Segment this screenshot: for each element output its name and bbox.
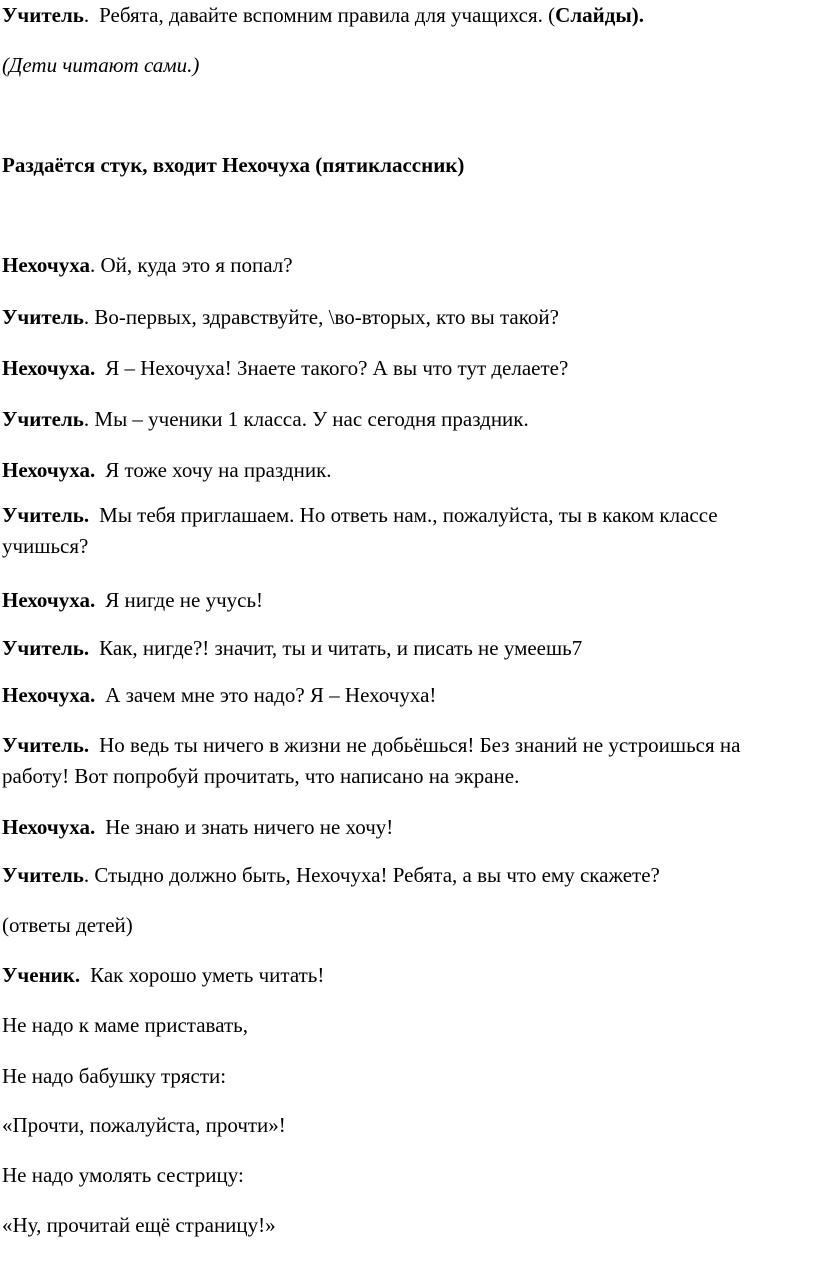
speaker-name: Учитель.	[2, 636, 90, 660]
dialogue-line	[2, 860, 660, 891]
dialogue-text: А зачем мне это надо? Я – Нехочуха!	[105, 683, 437, 707]
poem-line: Не надо к маме приставать,	[2, 1013, 248, 1037]
dialogue-line	[2, 585, 263, 616]
intro-text: Ребята, давайте вспомним правила для учащихся. (	[99, 3, 556, 27]
speaker-name: Нехочуха.	[2, 815, 96, 839]
dialogue-text: . Стыдно должно быть, Нехочуха! Ребята, а вы что ему скажете?	[83, 863, 660, 887]
poem-line: «Ну, прочитай ещё страницу!»	[2, 1213, 276, 1237]
dialogue-text: Я нигде не учусь!	[105, 588, 264, 612]
speaker-name: Учитель.	[2, 503, 90, 527]
pupil-line	[2, 960, 324, 991]
dialogue-text: Я – Нехочуха! Знаете такого? А вы что тут делаете?	[105, 356, 569, 380]
stage-direction: Раздаётся стук, входит Нехочуха (пятиклассник)	[2, 153, 465, 177]
speaker-name: Нехочуха.	[2, 683, 96, 707]
speaker-name: Нехочуха	[2, 253, 90, 277]
stage-note: (Дети читают сами.)	[2, 53, 200, 77]
dialogue-line	[2, 250, 293, 281]
speaker-name: Учитель	[2, 305, 84, 329]
children-answers-note: (ответы детей)	[2, 913, 133, 937]
slides-label: Слайды).	[555, 3, 644, 27]
poem-line: Не надо бабушку трясти:	[2, 1064, 227, 1088]
speaker-name: Нехочуха.	[2, 588, 96, 612]
dialogue-text: Как, нигде?! значит, ты и читать, и писать не умеешь7	[99, 636, 583, 660]
pupil-text: Как хорошо уметь читать!	[90, 963, 325, 987]
dialogue-line	[2, 455, 332, 486]
dialogue-text: . Мы – ученики 1 класса. У нас сегодня праздник.	[83, 407, 529, 431]
poem-line: «Прочти, пожалуйста, прочти»!	[2, 1113, 286, 1137]
speaker-name: Учитель	[2, 407, 84, 431]
speaker-name: Нехочуха.	[2, 356, 96, 380]
dialogue-text: Не знаю и знать ничего не хочу!	[105, 815, 394, 839]
dialogue-line	[2, 404, 529, 435]
speaker-period: .	[83, 3, 90, 27]
dialogue-text: Но ведь ты ничего в жизни не добьёшься! Без знаний не устроишься на работу! Вот попробуй прочитать, что написано на экране.	[2, 733, 741, 788]
poem-line: Не надо умолять сестрицу:	[2, 1163, 244, 1187]
dialogue-line	[2, 500, 802, 562]
speaker-name: Ученик.	[2, 963, 81, 987]
dialogue-line	[2, 680, 436, 711]
speaker-name: Учитель.	[2, 733, 90, 757]
dialogue-text: . Ой, куда это я попал?	[89, 253, 293, 277]
intro-line	[2, 0, 644, 31]
speaker-name: Учитель	[2, 863, 84, 887]
dialogue-line	[2, 353, 568, 384]
speaker-name: Нехочуха.	[2, 458, 96, 482]
dialogue-line	[2, 302, 559, 333]
dialogue-text: . Во-первых, здравствуйте, \во-вторых, кто вы такой?	[83, 305, 559, 329]
dialogue-line	[2, 730, 802, 792]
dialogue-text: Мы тебя приглашаем. Но ответь нам., пожалуйста, ты в каком классе учишься?	[2, 503, 718, 558]
dialogue-line	[2, 812, 393, 843]
dialogue-line	[2, 633, 582, 664]
speaker-name: Учитель	[2, 3, 84, 27]
dialogue-text: Я тоже хочу на праздник.	[105, 458, 332, 482]
